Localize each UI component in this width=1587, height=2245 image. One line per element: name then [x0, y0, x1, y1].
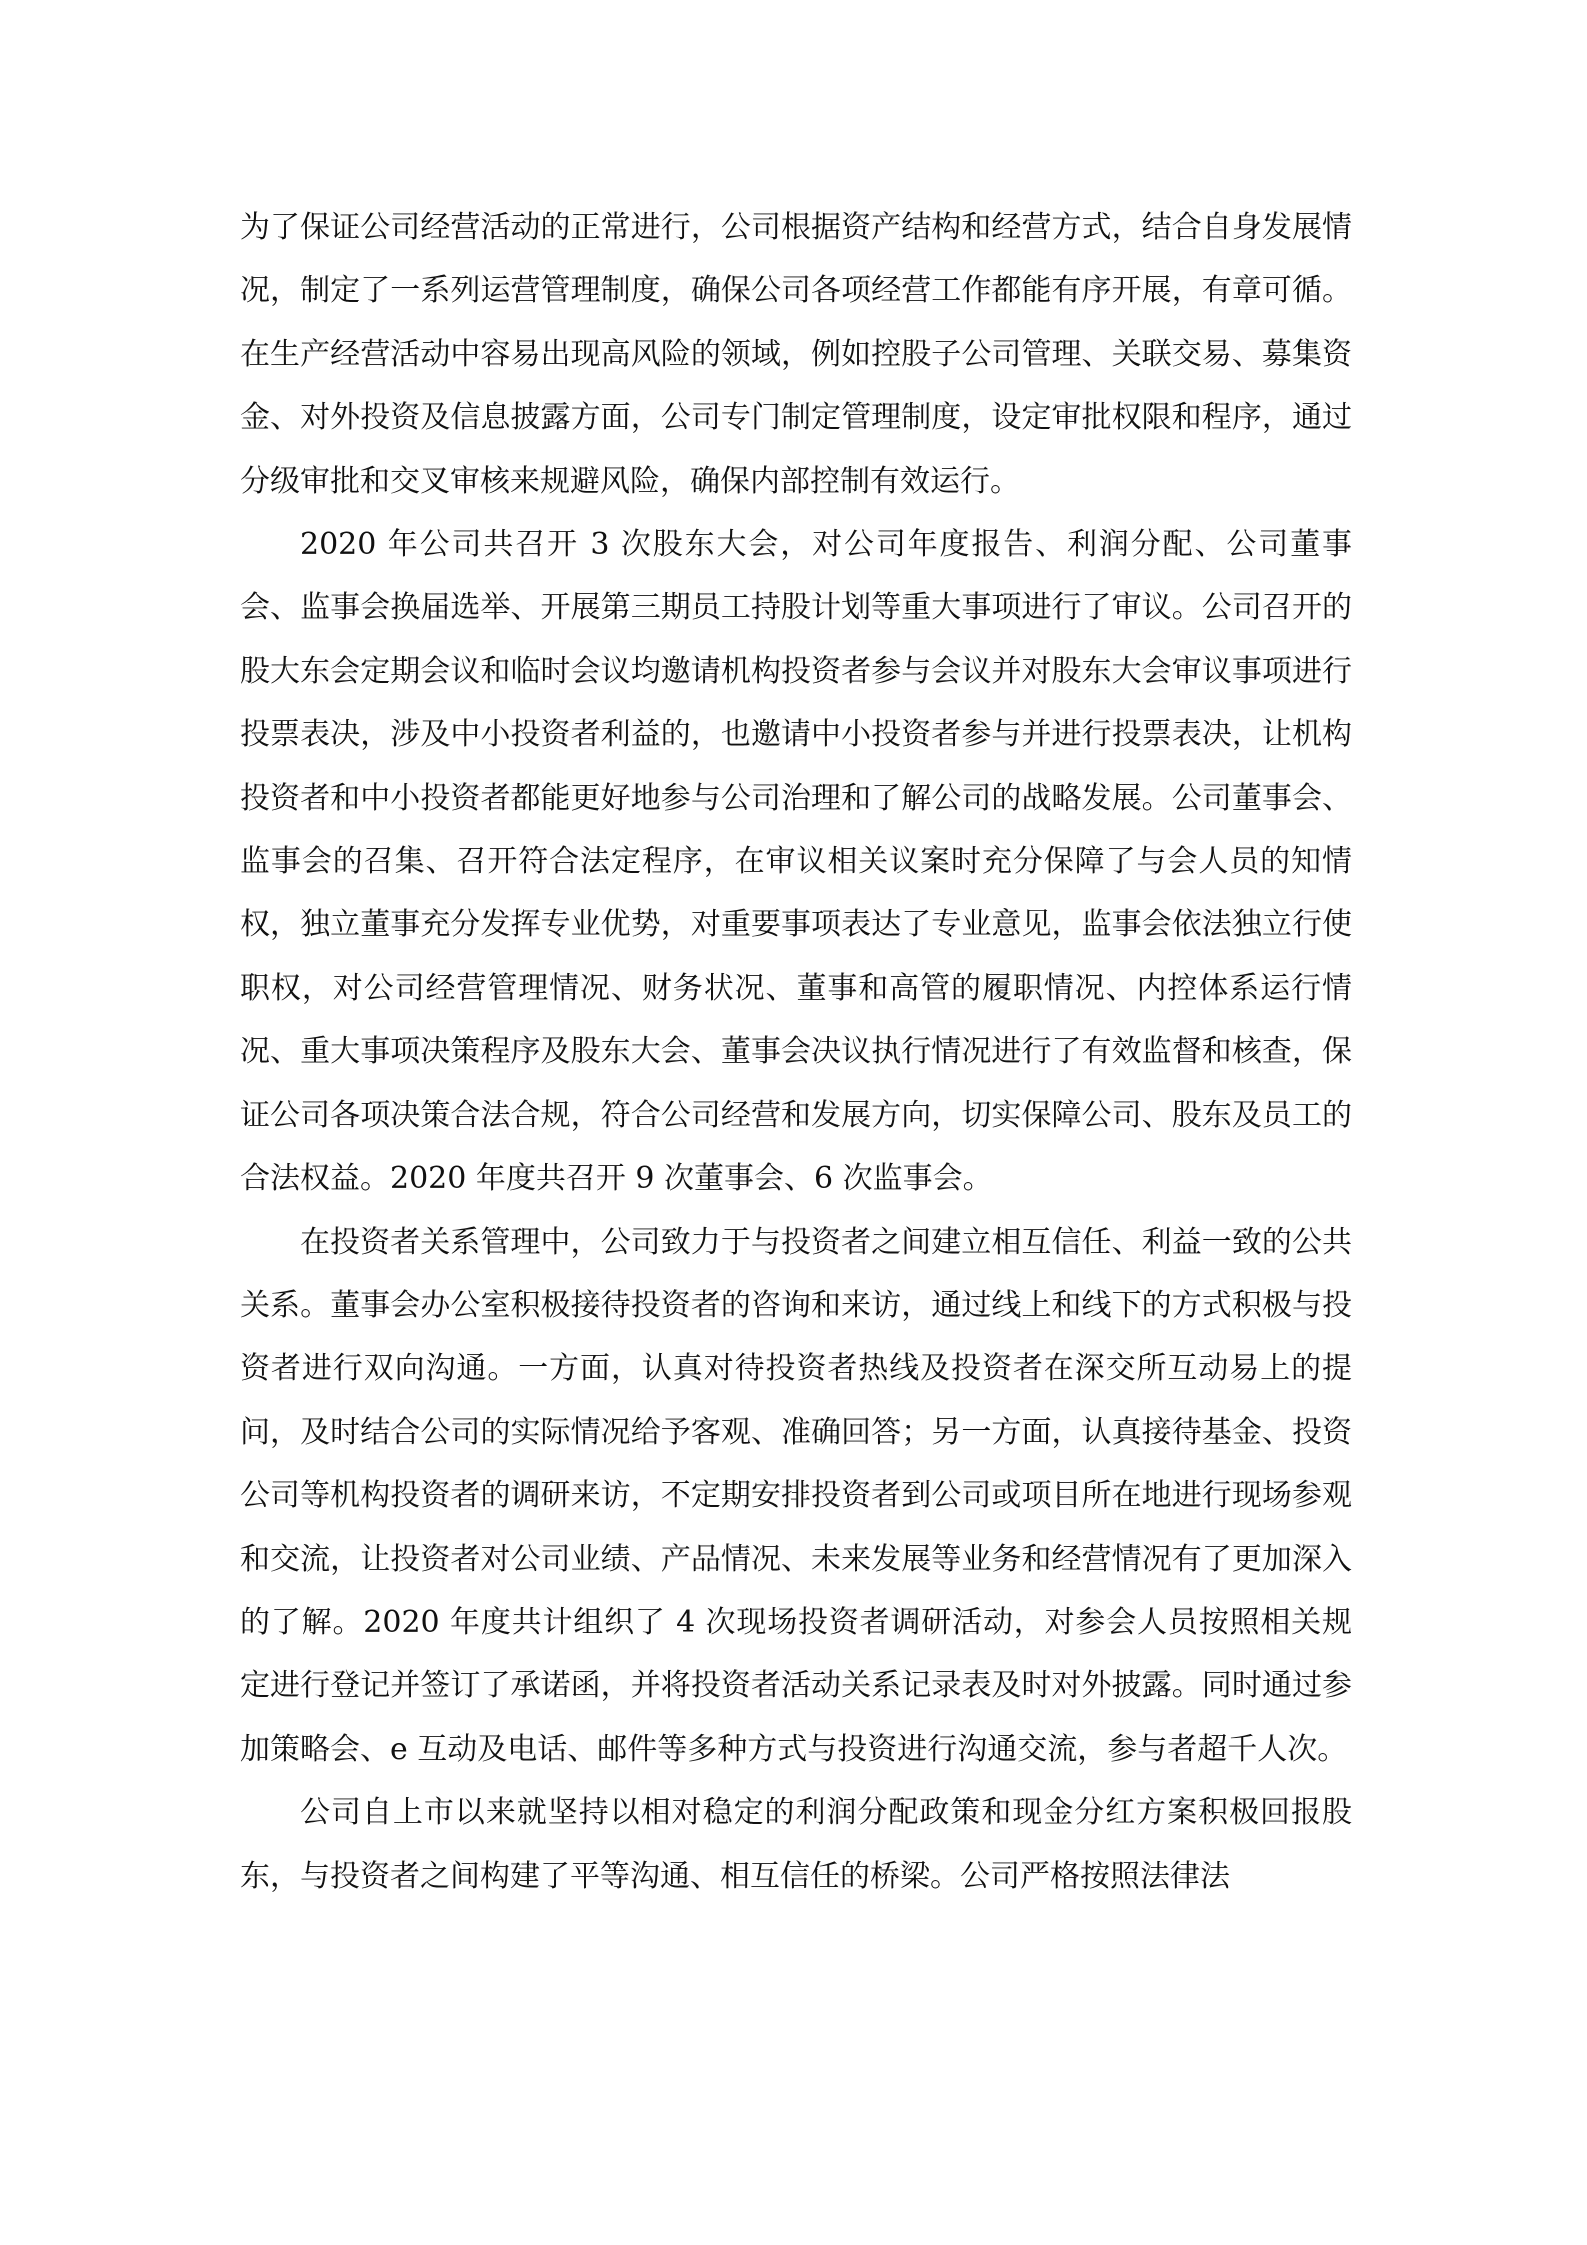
- body-text: [240, 196, 1352, 1908]
- paragraph-shareholder-meetings: 2020 年公司共召开 3 次股东大会，对公司年度报告、利润分配、公司董事会、监事会换届选举、开展第三期员工持股计划等重大事项进行了审议。公司召开的股大东会定期会议和临时会议均邀请机构投资者参与会议并对股东大会审议事项进行投票表决，涉及中小投资者利益的，也邀请中小投资者参与并进行投票表决，让机构投资者和中小投资者都能更好地参与公司治理和了解公司的战略发展。公司董事会、监事会的召集、召开符合法定程序，在审议相关议案时充分保障了与会人员的知情权，独立董事充分发挥专业优势，对重要事项表达了专业意见，监事会依法独立行使职权，对公司经营管理情况、财务状况、董事和高管的履职情况、内控体系运行情况、重大事项决策程序及股东大会、董事会决议执行情况进行了有效监督和核查，保证公司各项决策合法合规，符合公司经营和发展方向，切实保障公司、股东及员工的合法权益。2020 年度共召开 9 次董事会、6 次监事会。: [240, 527, 1352, 1197]
- paragraph-operations-management: 为了保证公司经营活动的正常进行，公司根据资产结构和经营方式，结合自身发展情况，制定了一系列运营管理制度，确保公司各项经营工作都能有序开展，有章可循。在生产经营活动中容易出现高风险的领域，例如控股子公司管理、关联交易、募集资金、对外投资及信息披露方面，公司专门制定管理制度，设定审批权限和程序，通过分级审批和交叉审核来规避风险，确保内部控制有效运行。: [240, 210, 1352, 499]
- paragraph-profit-distribution: 公司自上市以来就坚持以相对稳定的利润分配政策和现金分红方案积极回报股东，与投资者之间构建了平等沟通、相互信任的桥梁。公司严格按照法律法: [240, 1795, 1352, 1894]
- paragraph-investor-relations: 在投资者关系管理中，公司致力于与投资者之间建立相互信任、利益一致的公共关系。董事会办公室积极接待投资者的咨询和来访，通过线上和线下的方式积极与投资者进行双向沟通。一方面，认真对待投资者热线及投资者在深交所互动易上的提问，及时结合公司的实际情况给予客观、准确回答；另一方面，认真接待基金、投资公司等机构投资者的调研来访，不定期安排投资者到公司或项目所在地进行现场参观和交流，让投资者对公司业绩、产品情况、未来发展等业务和经营情况有了更加深入的了解。2020 年度共计组织了 4 次现场投资者调研活动，对参会人员按照相关规定进行登记并签订了承诺函，并将投资者活动关系记录表及时对外披露。同时通过参加策略会、e 互动及电话、邮件等多种方式与投资进行沟通交流，参与者超千人次。: [240, 1224, 1352, 1767]
